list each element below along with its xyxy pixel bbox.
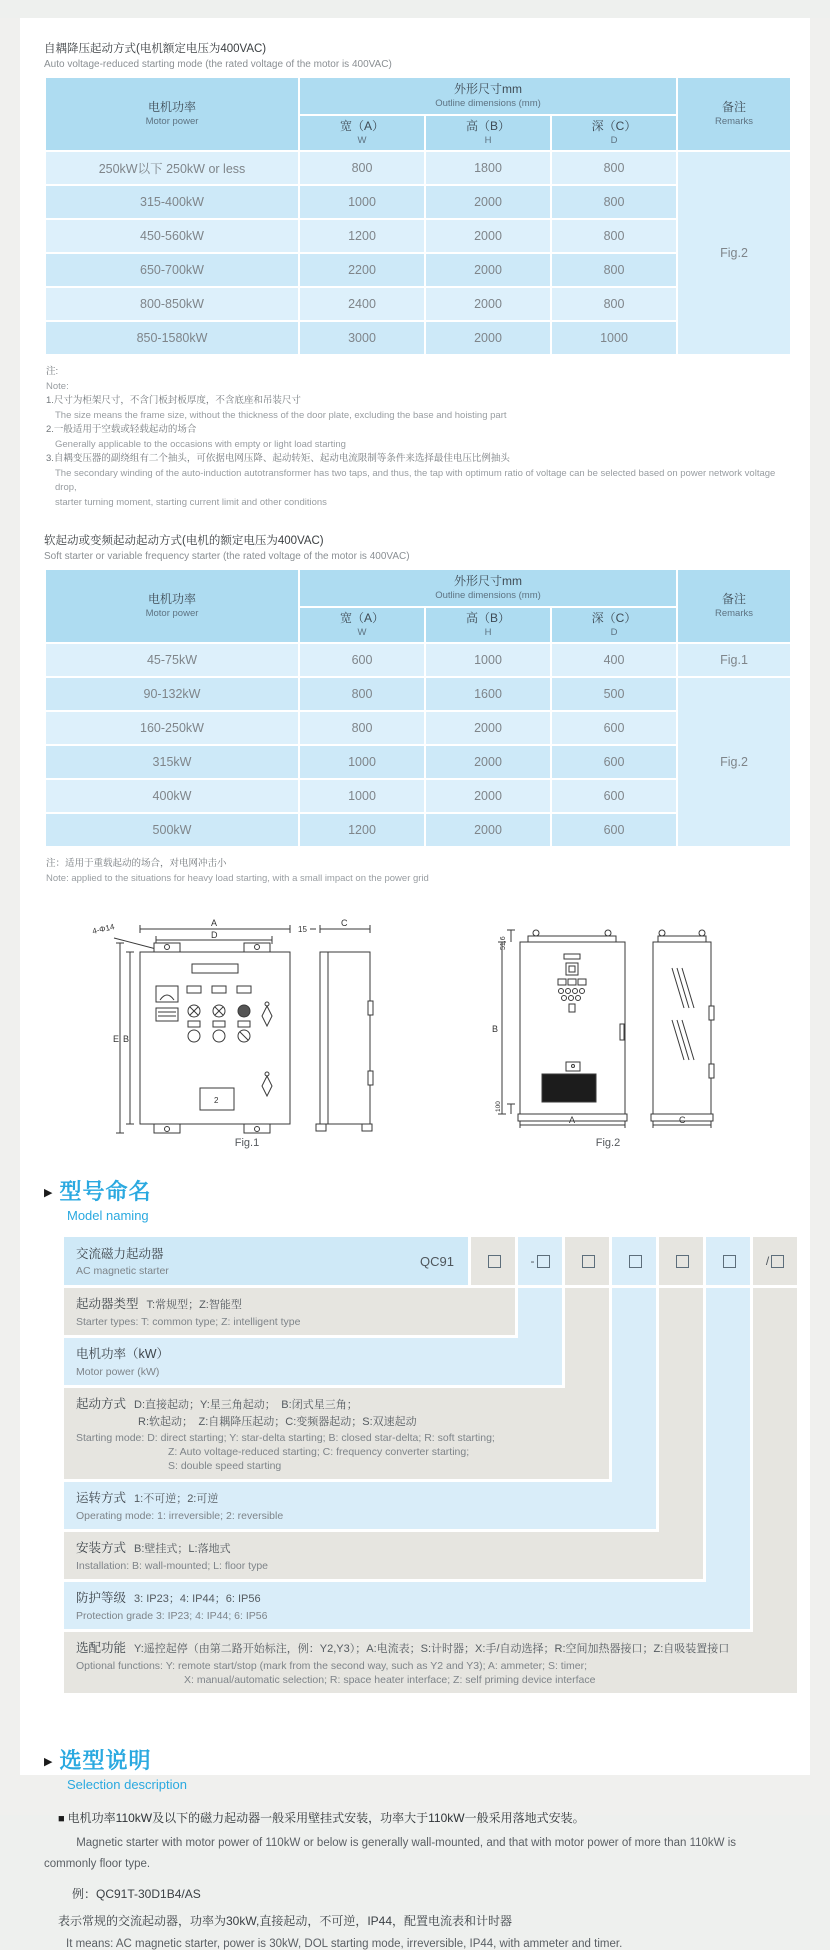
table2-notes bbox=[46, 857, 786, 886]
fig1-dim-d-label: D bbox=[211, 930, 218, 940]
note-2-en: Generally applicable to the occasions with empty or light load starting bbox=[55, 438, 346, 450]
col-header-outline-dimensions: 外形尺寸mm Outline dimensions (mm) bbox=[300, 78, 676, 114]
code-column-stripe bbox=[753, 1338, 797, 1388]
code-box-square bbox=[723, 1255, 736, 1268]
code-column-stripe bbox=[753, 1532, 797, 1582]
depth-value: 600 bbox=[552, 814, 676, 846]
table1-notes bbox=[46, 365, 786, 510]
motor-power-value: 800-850kW bbox=[46, 288, 298, 320]
code-column-stripe bbox=[753, 1288, 797, 1338]
depth-value: 1000 bbox=[552, 322, 676, 354]
note-zh: 注：适用于重载起动的场合，对电网冲击小 bbox=[46, 858, 227, 869]
selection-paragraph-zh: ■ 电机功率110kW及以下的磁力起动器一般采用壁挂式安装，功率大于110kW一般采用落地式安装。 bbox=[58, 1811, 585, 1825]
code-column-stripe bbox=[753, 1482, 797, 1532]
section-arrow-icon: ▶ bbox=[44, 1756, 53, 1768]
fig1-dim-c-label: C bbox=[341, 918, 348, 928]
table-row bbox=[46, 644, 790, 676]
motor-power-value: 250kW以下 250kW or less bbox=[46, 152, 298, 184]
code-box-square bbox=[488, 1255, 501, 1268]
row-label: 运转方式 1:不可逆；2:可逆 Operating mode: 1: irreversible; 2: reversible bbox=[64, 1482, 656, 1532]
col-header-width: 宽（A） W bbox=[300, 608, 424, 642]
height-value: 1600 bbox=[426, 678, 550, 710]
col-header-motor-power: 电机功率 Motor power bbox=[46, 78, 298, 150]
depth-value: 800 bbox=[552, 186, 676, 218]
model-row-optional-functions bbox=[64, 1632, 797, 1696]
model-code-row bbox=[64, 1237, 797, 1288]
fig2-dim-516-label: 51.6 bbox=[500, 936, 507, 950]
code-column-stripe bbox=[659, 1338, 703, 1388]
fig1-dim-15-label: 15 bbox=[298, 925, 307, 934]
width-value: 1000 bbox=[300, 746, 424, 778]
model-code-prefix: QC91 bbox=[420, 1253, 454, 1269]
code-box-1 bbox=[471, 1237, 515, 1288]
height-value: 2000 bbox=[426, 780, 550, 812]
code-column-stripe bbox=[706, 1338, 750, 1388]
figure-2-caption: Fig.2 bbox=[595, 1137, 621, 1149]
height-value: 2000 bbox=[426, 814, 550, 846]
depth-value: 800 bbox=[552, 288, 676, 320]
height-value: 1800 bbox=[426, 152, 550, 184]
width-value: 800 bbox=[300, 712, 424, 744]
selection-example-en: It means: AC magnetic starter, power is 30kW, DOL starting mode, irreversible, IP44, with ammeter and timer. bbox=[66, 1938, 623, 1950]
table1-title-zh: 自耦降压起动方式(电机额定电压为400VAC) bbox=[44, 43, 267, 55]
remark-fig2: Fig.2 bbox=[678, 152, 790, 354]
section-title-en: Selection description bbox=[67, 1777, 187, 1792]
code-column-stripe bbox=[706, 1532, 750, 1582]
depth-value: 600 bbox=[552, 712, 676, 744]
selection-example-zh: 表示常规的交流起动器，功率为30kW,直接起动，不可逆，IP44，配置电流表和计时器 bbox=[58, 1914, 513, 1928]
height-value: 2000 bbox=[426, 746, 550, 778]
fig2-dim-b-label: B bbox=[492, 1024, 499, 1034]
table2-title-en: Soft starter or variable frequency starter (the rated voltage of the motor is 400VAC) bbox=[44, 551, 410, 562]
page-frame bbox=[0, 18, 830, 1950]
code-column-stripe bbox=[612, 1388, 656, 1482]
note-en: Note: applied to the situations for heavy load starting, with a small impact on the power grid bbox=[46, 872, 429, 884]
width-value: 3000 bbox=[300, 322, 424, 354]
selection-paragraph-en: Magnetic starter with motor power of 110kW or below is generally wall-mounted, and that with motor power of more than 110kW is commonly floor type. bbox=[44, 1837, 737, 1870]
code-box-square bbox=[771, 1255, 784, 1268]
code-box-5 bbox=[659, 1237, 703, 1288]
motor-power-value: 90-132kW bbox=[46, 678, 298, 710]
table-row bbox=[46, 152, 790, 184]
fig2-dim-a-label: A bbox=[569, 1115, 576, 1125]
motor-power-value: 315kW bbox=[46, 746, 298, 778]
code-column-stripe bbox=[565, 1338, 609, 1388]
motor-power-value: 650-700kW bbox=[46, 254, 298, 286]
code-box-square bbox=[676, 1255, 689, 1268]
col-header-remarks: 备注 Remarks bbox=[678, 570, 790, 642]
model-naming-section-header bbox=[44, 1175, 786, 1223]
depth-value: 500 bbox=[552, 678, 676, 710]
code-column-stripe bbox=[659, 1288, 703, 1338]
code-column-stripe bbox=[706, 1482, 750, 1532]
square-bullet-icon: ■ bbox=[58, 1813, 65, 1825]
model-naming-table bbox=[64, 1237, 797, 1696]
height-value: 2000 bbox=[426, 712, 550, 744]
table1-title-en: Auto voltage-reduced starting mode (the rated voltage of the motor is 400VAC) bbox=[44, 59, 392, 70]
model-row-protection-grade bbox=[64, 1582, 797, 1632]
height-value: 2000 bbox=[426, 186, 550, 218]
product-name-en: AC magnetic starter bbox=[76, 1265, 169, 1277]
motor-power-value: 315-400kW bbox=[46, 186, 298, 218]
model-row-operating-mode bbox=[64, 1482, 797, 1532]
depth-value: 800 bbox=[552, 220, 676, 252]
code-box-square bbox=[582, 1255, 595, 1268]
col-header-remarks: 备注 Remarks bbox=[678, 78, 790, 150]
code-column-stripe bbox=[612, 1338, 656, 1388]
fig2-dim-100-label: 100 bbox=[495, 1101, 502, 1112]
remark-fig1: Fig.1 bbox=[678, 644, 790, 676]
row-label: 电机功率（kW） Motor power (kW) bbox=[64, 1338, 562, 1388]
remark-fig2: Fig.2 bbox=[678, 678, 790, 846]
fig1-dim-a-label: A bbox=[211, 918, 218, 928]
depth-value: 600 bbox=[552, 746, 676, 778]
depth-value: 800 bbox=[552, 152, 676, 184]
table2-title-zh: 软起动或变频起动起动方式(电机的额定电压为400VAC) bbox=[44, 535, 324, 547]
table-row bbox=[46, 678, 790, 710]
code-box-6 bbox=[706, 1237, 750, 1288]
width-value: 800 bbox=[300, 152, 424, 184]
code-column-stripe bbox=[706, 1388, 750, 1482]
figure-1-block bbox=[92, 916, 402, 1149]
catalog-page bbox=[20, 18, 810, 1950]
code-column-stripe bbox=[612, 1288, 656, 1338]
width-value: 1000 bbox=[300, 186, 424, 218]
col-header-motor-power: 电机功率 Motor power bbox=[46, 570, 298, 642]
model-row-starting-mode bbox=[64, 1388, 797, 1482]
motor-power-value: 160-250kW bbox=[46, 712, 298, 744]
width-value: 2400 bbox=[300, 288, 424, 320]
note-label-zh: 注: bbox=[46, 366, 59, 377]
row-label: 起动方式 D:直接起动；Y:星三角起动； B:闭式星三角； R:软起动； Z:自耦降压起动；C:变频器起动；S:双速起动 Starting mode: D: direct starting; Y: star-delta starting; B: closed star-delta; R: soft starting; Z: Auto voltage-reduced starting; C: frequency converter starting; S: double speed starting bbox=[64, 1388, 609, 1482]
code-column-stripe bbox=[753, 1388, 797, 1482]
selection-description-body bbox=[44, 1808, 786, 1950]
code-column-stripe bbox=[518, 1288, 562, 1338]
motor-power-value: 500kW bbox=[46, 814, 298, 846]
section-title-zh: 选型说明 bbox=[59, 1748, 152, 1773]
depth-value: 600 bbox=[552, 780, 676, 812]
model-row-motor-power bbox=[64, 1338, 797, 1388]
height-value: 1000 bbox=[426, 644, 550, 676]
dimension-figures bbox=[44, 916, 786, 1149]
height-value: 2000 bbox=[426, 220, 550, 252]
fig1-plate-label: 2 bbox=[214, 1096, 219, 1105]
selection-example-code: 例：QC91T-30D1B4/AS bbox=[72, 1887, 201, 1901]
col-header-width: 宽（A） W bbox=[300, 116, 424, 150]
motor-power-value: 400kW bbox=[46, 780, 298, 812]
height-value: 2000 bbox=[426, 254, 550, 286]
note-3-en: The secondary winding of the auto-induction autotransformer has two taps, and thus, the tap with optimum ratio of voltage can be selected based on power network voltage drop, bbox=[55, 467, 776, 493]
section-title-zh: 型号命名 bbox=[59, 1179, 152, 1204]
fig2-dim-c-label: C bbox=[679, 1115, 686, 1125]
code-box-3 bbox=[565, 1237, 609, 1288]
code-column-stripe bbox=[565, 1288, 609, 1338]
note-1-en: The size means the frame size, without the thickness of the door plate, excluding the base and hoisting part bbox=[55, 409, 507, 421]
height-value: 2000 bbox=[426, 288, 550, 320]
width-value: 600 bbox=[300, 644, 424, 676]
code-column-stripe bbox=[753, 1582, 797, 1632]
row-label: 选配功能 Y:遥控起停（由第二路开始标注，例：Y2,Y3）；A:电流表；S:计时器；X:手/自动选择；R:空间加热器接口；Z:自吸装置接口 Optional functions: Y: remote start/stop (mark from the second way, such as Y2 and Y3); A: ammeter; S: timer; X: manual/automatic selection; R: space heater interface; Z: self priming device interface bbox=[64, 1632, 797, 1696]
col-header-depth: 深（C） D bbox=[552, 116, 676, 150]
model-row-starter-type bbox=[64, 1288, 797, 1338]
model-row-installation bbox=[64, 1532, 797, 1582]
section-arrow-icon: ▶ bbox=[44, 1187, 53, 1199]
code-column-stripe bbox=[706, 1288, 750, 1338]
fig1-dim-e-label: E bbox=[113, 1034, 120, 1044]
row-label: 防护等级 3: IP23；4: IP44；6: IP56 Protection grade 3: IP23; 4: IP44; 6: IP56 bbox=[64, 1582, 750, 1632]
note-label-en: Note: bbox=[46, 380, 69, 392]
note-3-zh: 3.自耦变压器的副绕组有二个抽头，可依据电网压降、起动转矩、起动电流限制等条件来选择最佳电压比例抽头 bbox=[46, 453, 510, 464]
col-header-height: 高（B） H bbox=[426, 608, 550, 642]
motor-power-value: 850-1580kW bbox=[46, 322, 298, 354]
depth-value: 800 bbox=[552, 254, 676, 286]
fig1-holes-label: 4-Φ14 bbox=[91, 922, 116, 936]
width-value: 1200 bbox=[300, 220, 424, 252]
width-value: 800 bbox=[300, 678, 424, 710]
figure-2-block bbox=[478, 916, 738, 1149]
row-label: 起动器类型 T:常规型；Z:智能型 Starter types: T: common type; Z: intelligent type bbox=[64, 1288, 515, 1338]
section-title-en: Model naming bbox=[67, 1208, 149, 1223]
code-box-square bbox=[537, 1255, 550, 1268]
col-header-depth: 深（C） D bbox=[552, 608, 676, 642]
code-box-2: - bbox=[518, 1237, 562, 1288]
depth-value: 400 bbox=[552, 644, 676, 676]
note-1-zh: 1.尺寸为柜架尺寸，不含门板封板厚度，不含底座和吊装尺寸 bbox=[46, 395, 301, 406]
figure-1-caption: Fig.1 bbox=[234, 1137, 260, 1149]
code-column-stripe bbox=[659, 1482, 703, 1532]
width-value: 1200 bbox=[300, 814, 424, 846]
code-box-4 bbox=[612, 1237, 656, 1288]
floor-cabinet-drawing bbox=[478, 916, 738, 1128]
fig1-dim-b-label: B bbox=[123, 1034, 130, 1044]
code-column-stripe bbox=[659, 1388, 703, 1482]
note-3-en-cont: starter turning moment, starting current limit and other conditions bbox=[55, 496, 327, 508]
code-box-7: / bbox=[753, 1237, 797, 1288]
col-header-height: 高（B） H bbox=[426, 116, 550, 150]
soft-start-table bbox=[44, 568, 792, 848]
row-label: 安装方式 B:壁挂式；L:落地式 Installation: B: wall-mounted; L: floor type bbox=[64, 1532, 703, 1582]
selection-section-header bbox=[44, 1744, 786, 1792]
auto-voltage-table bbox=[44, 76, 792, 356]
note-2-zh: 2.一般适用于空载或轻载起动的场合 bbox=[46, 424, 197, 435]
motor-power-value: 45-75kW bbox=[46, 644, 298, 676]
col-header-outline-dimensions: 外形尺寸mm Outline dimensions (mm) bbox=[300, 570, 676, 606]
product-name-zh: 交流磁力起动器 bbox=[76, 1247, 164, 1261]
product-name-cell bbox=[64, 1237, 468, 1288]
motor-power-value: 450-560kW bbox=[46, 220, 298, 252]
code-box-square bbox=[629, 1255, 642, 1268]
height-value: 2000 bbox=[426, 322, 550, 354]
width-value: 1000 bbox=[300, 780, 424, 812]
width-value: 2200 bbox=[300, 254, 424, 286]
wall-mounted-cabinet-drawing bbox=[92, 916, 402, 1128]
